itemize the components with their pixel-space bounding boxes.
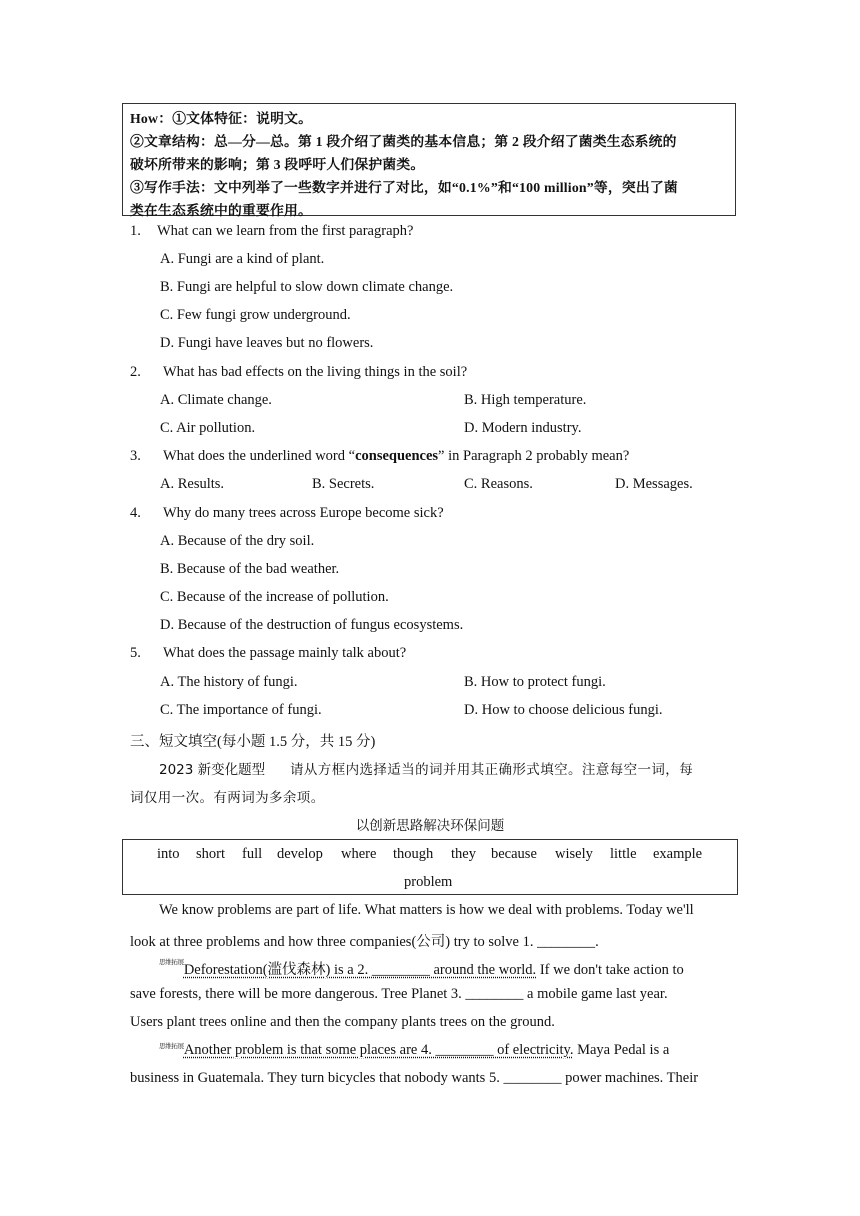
question-3-text	[163, 448, 629, 465]
question-3-option-c: C. Reasons.	[464, 476, 533, 492]
passage-p3-line-1	[159, 1042, 763, 1059]
passage-p2-line-3: Users plant trees online and then the company plants trees on the ground.	[130, 1014, 555, 1030]
question-4-option-a: A. Because of the dry soil.	[160, 533, 315, 549]
question-1-option-d: D. Fungi have leaves but no flowers.	[160, 335, 374, 351]
section-3-heading: 三、短文填空(每小题 1.5 分，共 15 分)	[130, 734, 376, 750]
how-line-2: ②文章结构：总—分—总。第 1 段介绍了菌类的基本信息；第 2 段介绍了菌类生态系统的	[130, 134, 677, 149]
word-because: because	[491, 846, 537, 862]
passage-p3-line-2: business in Guatemala. They turn bicycles that nobody wants 5. ________ power machines. Their	[130, 1070, 699, 1086]
word-where: where	[341, 846, 377, 862]
thinking-extension-tag: 思维拓展	[159, 958, 184, 966]
question-4-text: Why do many trees across Europe become sick?	[163, 505, 444, 521]
section-3-instruction-line-1: 请从方框内选择适当的词并用其正确形式填空。注意每空一词，每	[290, 762, 694, 778]
question-3-option-b: B. Secrets.	[312, 476, 375, 492]
word-full: full	[242, 846, 263, 862]
word-problem: problem	[404, 874, 453, 890]
question-3-number: 3.	[130, 448, 141, 464]
how-line-3: 破坏所带来的影响；第 3 段呼吁人们保护菌类。	[130, 157, 425, 172]
word-they: they	[451, 846, 476, 862]
passage-p1-line-1: We know problems are part of life. What matters is how we deal with problems. Today we'll	[159, 902, 694, 918]
question-3-text-after: ” in Paragraph 2 probably mean?	[438, 448, 630, 464]
question-2-option-d: D. Modern industry.	[464, 420, 582, 436]
question-5-option-b: B. How to protect fungi.	[464, 674, 606, 690]
passage-p3-line-1-rest: Maya Pedal is a	[573, 1042, 670, 1058]
word-though: though	[393, 846, 434, 862]
question-4-option-b: B. Because of the bad weather.	[160, 561, 340, 577]
question-2-option-c: C. Air pollution.	[160, 420, 256, 436]
question-5-option-d: D. How to choose delicious fungi.	[464, 702, 663, 718]
question-2-number: 2.	[130, 364, 141, 380]
question-3-option-d: D. Messages.	[615, 476, 693, 492]
how-line-4: ③写作手法：文中列举了一些数字并进行了对比，如“0.1%”和“100 million”等，突出了菌	[130, 180, 678, 195]
word-bank-box	[122, 839, 738, 895]
thinking-extension-tag: 思维拓展	[159, 1042, 184, 1050]
question-2-text: What has bad effects on the living things in the soil?	[163, 364, 468, 380]
question-4-option-c: C. Because of the increase of pollution.	[160, 589, 389, 605]
how-line-5: 类在生态系统中的重要作用。	[130, 203, 312, 218]
passage-title: 以创新思路解决环保问题	[355, 818, 505, 834]
question-5-number: 5.	[130, 645, 141, 661]
word-into: into	[157, 846, 180, 862]
word-little: little	[610, 846, 637, 862]
question-4-number: 4.	[130, 505, 141, 521]
passage-p2-line-1-rest: If we don't take action to	[536, 962, 684, 978]
word-wisely: wisely	[555, 846, 593, 862]
underlined-sentence-deforestation: Deforestation(滥伐森林) is a 2. ________ around the world.	[183, 962, 537, 978]
question-1-option-b: B. Fungi are helpful to slow down climate change.	[160, 279, 454, 295]
word-short: short	[196, 846, 225, 862]
question-5-option-c: C. The importance of fungi.	[160, 702, 322, 718]
question-2-option-a: A. Climate change.	[160, 392, 272, 408]
passage-p2-line-2: save forests, there will be more dangerous. Tree Planet 3. ________ a mobile game last year.	[130, 986, 668, 1002]
question-4-option-d: D. Because of the destruction of fungus ecosystems.	[160, 617, 464, 633]
section-3-instruction-line-2: 词仅用一次。有两词为多余项。	[130, 790, 325, 806]
how-line-1: How：①文体特征：说明文。	[130, 111, 313, 126]
underlined-sentence-electricity: Another problem is that some places are 4. ________ of electricity.	[183, 1042, 574, 1058]
question-1-text: What can we learn from the first paragraph?	[157, 223, 414, 239]
question-1-option-c: C. Few fungi grow underground.	[160, 307, 351, 323]
question-3-option-a: A. Results.	[160, 476, 225, 492]
question-1-option-a: A. Fungi are a kind of plant.	[160, 251, 325, 267]
passage-p2-line-1	[159, 958, 763, 979]
word-example: example	[653, 846, 703, 862]
question-5-option-a: A. The history of fungi.	[160, 674, 298, 690]
question-1-number: 1.	[130, 223, 141, 239]
new-question-type-tag: 2023 新变化题型	[159, 762, 266, 778]
word-develop: develop	[277, 846, 323, 862]
question-2-option-b: B. High temperature.	[464, 392, 587, 408]
how-summary-box	[122, 103, 736, 216]
question-3-text-before: What does the underlined word “	[163, 448, 356, 464]
passage-p1-line-2: look at three problems and how three companies(公司) try to solve 1. ________.	[130, 934, 599, 950]
question-5-text: What does the passage mainly talk about?	[163, 645, 407, 661]
question-3-keyword: consequences	[355, 448, 439, 464]
